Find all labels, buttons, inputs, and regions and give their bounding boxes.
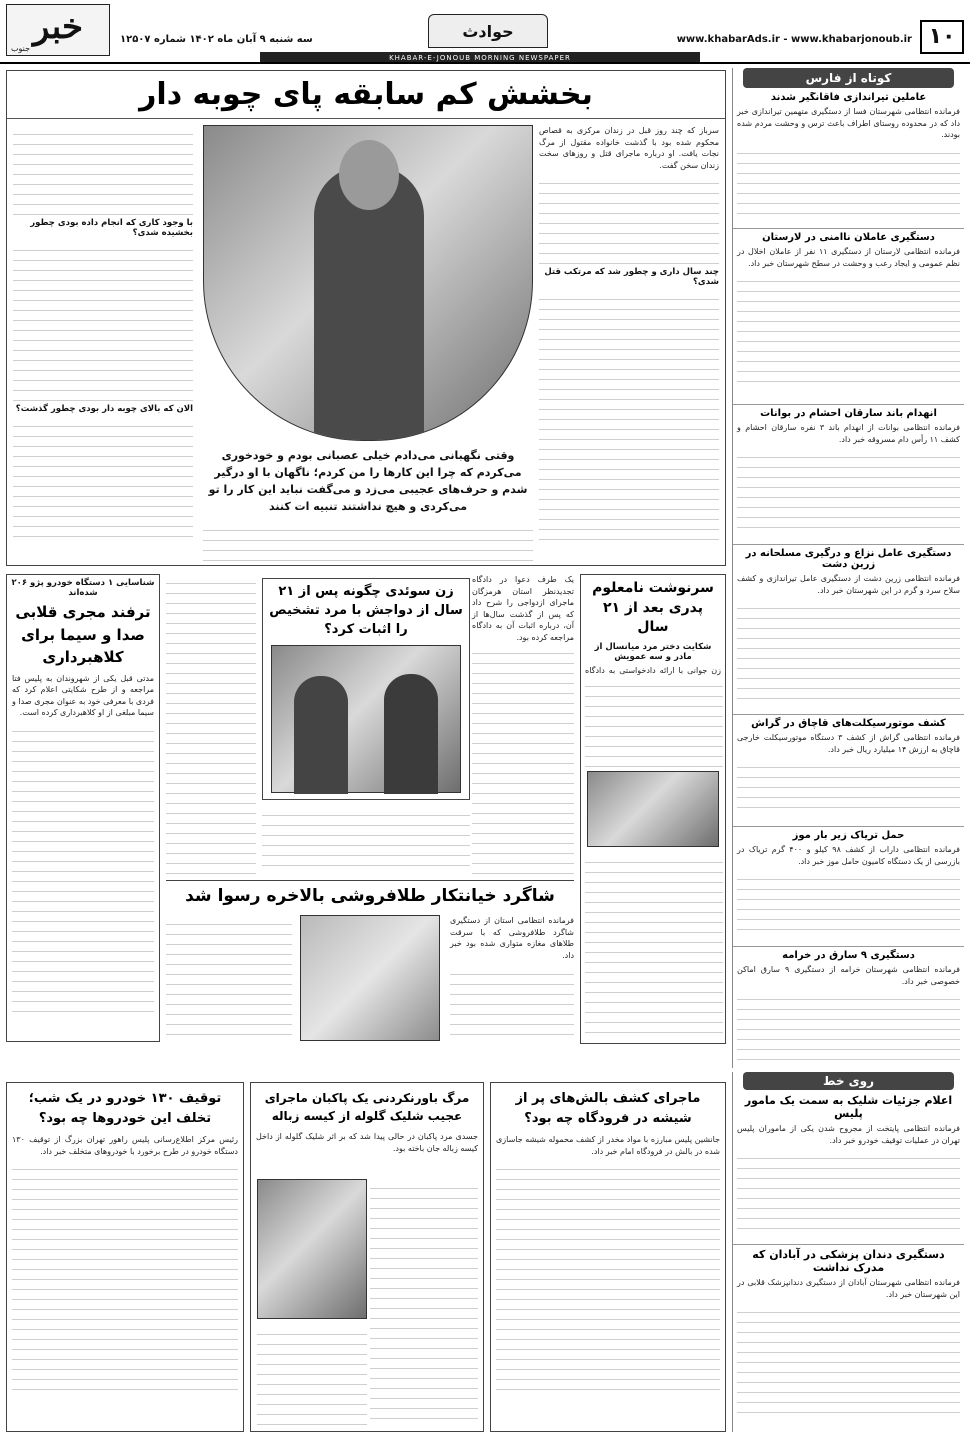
text-filler xyxy=(262,806,470,874)
cars-body: رئیس مرکز اطلاع‌رسانی پلیس راهور تهران بزرگ از توقیف ۱۳۰ دستگاه خودرو در طرح برخورد با خودروهای متخلف خبر داد. xyxy=(12,1135,238,1156)
main-caption: وقتی نگهبانی می‌دادم خیلی عصبانی بودم و خودخوری می‌کردم که چرا این کارها را من کردم؛ ناگهان با او درگیر شدم و حرف‌های عجیبی می‌زد و می‌گفت نباید این کار را تو می‌کردی و هیچ نداشتند تنبیه ات کنند xyxy=(208,449,528,514)
margin-section xyxy=(732,1072,964,1432)
story-gold xyxy=(166,880,574,1044)
margin-section-title: روی خط xyxy=(743,1072,954,1090)
fatherhood-sub: شکایت دختر مرد میانسال از مادر و سه عمویش xyxy=(594,641,712,662)
gold-photo xyxy=(300,915,440,1041)
main-body: سرباز که چند روز قبل در زندان مرکزی به قصاص محکوم شده بود با گذشت خانواده مقتول از مرگ نجات یافت. او درباره ماجرای قتل و روزهای سخت زندان سخن گفت. xyxy=(539,126,719,170)
text-filler xyxy=(370,1179,478,1427)
women-photo xyxy=(271,645,461,793)
text-filler xyxy=(585,677,723,767)
story-pillows xyxy=(490,1082,726,1432)
main-question: چند سال داری و چطور شد که مرتکب قتل شدی؟ xyxy=(544,267,719,288)
main-question: الان که بالای چوبه دار بودی چطور گذشت؟ xyxy=(15,404,193,414)
fatherhood-body: زن جوانی با ارائه دادخواستی به دادگاه xyxy=(585,665,721,675)
text-filler xyxy=(496,1160,720,1396)
gold-body: فرمانده انتظامی استان از دستگیری شاگرد طلافروشی که با سرقت طلاهای مغازه متواری شده بود خبر داد. xyxy=(450,916,574,960)
sidebar-item xyxy=(733,714,964,826)
text-filler xyxy=(539,174,719,264)
sweeper-photo xyxy=(257,1179,367,1319)
masthead xyxy=(0,0,970,64)
sidebar-column xyxy=(732,68,964,1068)
husband-body: یک طرف دعوا در دادگاه تجدیدنظر استان هرمزگان ماجرای ازدواجی را شرح داد که پس از گذشت سال‌ها از آن، درباره اثبات آن به دادگاه مراجعه کرده بود. xyxy=(472,575,574,642)
text-filler xyxy=(737,758,960,808)
text-filler xyxy=(737,990,960,1060)
story-fatherhood xyxy=(580,574,726,1044)
fraud-pre: شناسایی ۱ دستگاه خودرو پژو ۲۰۶ شده‌اند xyxy=(11,578,155,598)
margin-item-head: اعلام جزئیات شلیک به سمت یک مامور پلیس xyxy=(744,1094,953,1120)
masthead-logo xyxy=(6,4,110,56)
sidebar-item xyxy=(733,946,964,1062)
text-filler xyxy=(737,448,960,532)
sidebar-item-head: دستگیری عامل نزاع و درگیری مسلحانه در زرین دشت xyxy=(745,548,952,570)
sidebar-title: کوتاه از فارس xyxy=(743,68,954,88)
pillows-headline: ماجرای کشف بالش‌های پر از شیشه در فرودگاه چه بود؟ xyxy=(515,1091,701,1126)
fraud-body: مدتی قبل یکی از شهروندان به پلیس فتا مراجعه و از طرح شکایتی اعلام کرد که فردی با معرفی خود به عنوان مجری صدا و سیما مبلغی از او کلاهبرداری کرده است. xyxy=(12,673,154,718)
husband-headline: زن سوئدی چگونه پس از ۲۱ سال از دواجش با مرد تشخیص را اثبات کرد؟ xyxy=(269,584,463,637)
sidebar-item-body: فرمانده انتظامی زرین دشت از دستگیری عامل تیراندازی و کشف سلاح سرد و گرم در این شهرستان خبر داد. xyxy=(737,574,960,595)
main-photo xyxy=(203,125,533,441)
text-filler xyxy=(737,870,960,930)
main-question: با وجود کاری که انجام داده بودی چطور بخشیده شدی؟ xyxy=(30,218,193,238)
margin-item xyxy=(733,1244,964,1424)
margin-item-head: دستگیری دندان پزشکی در آبادان که مدرک نداشت xyxy=(752,1248,945,1274)
logo-sub: جنوب xyxy=(11,44,31,53)
husband-box xyxy=(262,578,470,800)
sidebar-item-body: فرمانده انتظامی لارستان از دستگیری ۱۱ نفر از عاملان اخلال در نظم عمومی و ایجاد رعب و وحشت در سطح شهرستان خبر داد. xyxy=(737,247,961,268)
sidebar-item-head: عاملین تیراندازی فاقانگیر شدند xyxy=(770,92,927,103)
text-filler xyxy=(585,853,723,1039)
text-filler xyxy=(539,290,719,540)
sidebar-item-body: فرمانده انتظامی بوانات از انهدام باند ۳ نفره سارقان احشام و کشف ۱۱ رأس دام مسروقه خبر داد. xyxy=(737,423,961,444)
sidebar-item-body: فرمانده انتظامی داراب از کشف ۹۸ کیلو و ۴۰۰ گرم تریاک در بازرسی از یک دستگاه کامیون حامل موز خبر داد. xyxy=(737,845,961,866)
sidebar-item-head: حمل تریاک زیر بار موز xyxy=(792,830,905,841)
text-filler xyxy=(12,1160,238,1396)
sidebar-item-head: انهدام باند سارقان احشام در بوانات xyxy=(760,408,937,419)
english-banner: KHABAR-E-JONOUB MORNING NEWSPAPER xyxy=(260,52,700,64)
woman-figure xyxy=(384,674,438,794)
text-filler xyxy=(257,1325,367,1427)
main-headline: بخشش کم سابقه پای چوبه دار xyxy=(7,71,725,119)
blurred-face xyxy=(339,140,399,210)
sidebar-item xyxy=(733,544,964,714)
text-filler xyxy=(737,272,960,382)
text-filler xyxy=(166,574,256,874)
text-filler xyxy=(737,599,960,699)
sidebar-item xyxy=(733,826,964,946)
main-text-right xyxy=(539,125,719,557)
sidebar-item-body: فرمانده انتظامی شهرستان خرامه از دستگیری ۹ سارق اماکن خصوصی خبر داد. xyxy=(737,965,960,986)
text-filler xyxy=(12,722,154,1012)
fatherhood-headline: سرنوشت نامعلوم پدری بعد از ۲۱ سال xyxy=(592,580,714,636)
gold-headline: شاگرد خیانتکار طلافروشی بالاخره رسوا شد xyxy=(185,886,555,906)
text-filler xyxy=(737,144,960,214)
main-story xyxy=(6,70,726,566)
sidebar-item-head: دستگیری ۹ سارق در خرامه xyxy=(782,950,915,961)
text-filler xyxy=(13,125,193,215)
main-text-left xyxy=(13,125,193,557)
fraud-headline: ترفند مجری قلابی صدا و سیما برای کلاهبرداری xyxy=(15,603,151,666)
sidebar-item xyxy=(733,228,964,404)
text-filler xyxy=(203,521,533,561)
margin-item-body: فرمانده انتظامی پایتخت از مجروح شدن یکی از ماموران پلیس تهران در عملیات توقیف خودرو خبر داد. xyxy=(737,1124,960,1145)
pillows-body: جانشین پلیس مبارزه با مواد مخدر از کشف محموله شیشه جاسازی شده در بالش در فرودگاه امام خبر داد. xyxy=(496,1135,720,1156)
story-cars xyxy=(6,1082,244,1432)
margin-item xyxy=(733,1094,964,1244)
sidebar-item-body: فرمانده انتظامی شهرستان فسا از دستگیری متهمین تیراندازی خبر داد که در محدوده روستای اطراف باعث ترس و وحشت مردم شده بودند. xyxy=(737,107,960,140)
text-filler xyxy=(737,1149,960,1237)
sidebar-item xyxy=(733,404,964,544)
page-number: ۱۰ xyxy=(920,20,964,54)
gavel-photo xyxy=(587,771,719,847)
text-filler xyxy=(450,965,574,1041)
text-filler xyxy=(737,1303,960,1415)
date-line: سه شنبه ۹ آبان ماه ۱۴۰۲ شماره ۱۲۵۰۷ xyxy=(120,34,313,45)
sidebar-item xyxy=(733,92,964,228)
woman-figure xyxy=(294,676,348,794)
text-filler xyxy=(13,241,193,401)
section-tab: حوادث xyxy=(428,14,548,48)
website-line: www.khabarAds.ir - www.khabarjonoub.ir xyxy=(676,34,912,45)
text-filler xyxy=(13,417,193,537)
sidebar-item-head: دستگیری عاملان ناامنی در لارستان xyxy=(762,232,935,243)
logo-text: خبر xyxy=(32,7,84,47)
story-sweeper xyxy=(250,1082,484,1432)
cars-headline: توقیف ۱۳۰ خودرو در یک شب؛ تخلف این خودروها چه بود؟ xyxy=(28,1091,222,1126)
sidebar-item-body: فرمانده انتظامی گراش از کشف ۳ دستگاه موتورسیکلت خارجی قاچاق به ارزش ۱۴ میلیارد ریال خبر داد. xyxy=(737,733,960,754)
margin-item-body: فرمانده انتظامی شهرستان آبادان از دستگیری دندانپزشک قلابی در این شهرستان خبر داد. xyxy=(737,1278,960,1299)
top-rule xyxy=(0,62,970,64)
text-filler xyxy=(166,915,292,1041)
story-husband xyxy=(166,574,574,876)
sweeper-body: جسدی مرد پاکبان در حالی پیدا شد که بر اثر شلیک گلوله از داخل کیسه زباله جان باخته بود. xyxy=(256,1132,478,1153)
story-fraud xyxy=(6,574,160,1042)
sidebar-item-head: کشف موتورسیکلت‌های قاچاق در گراش xyxy=(751,718,946,729)
sweeper-headline: مرگ باورنکردنی یک پاکبان ماجرای عجیب شلیک گلوله از کیسه زباله xyxy=(264,1091,470,1123)
